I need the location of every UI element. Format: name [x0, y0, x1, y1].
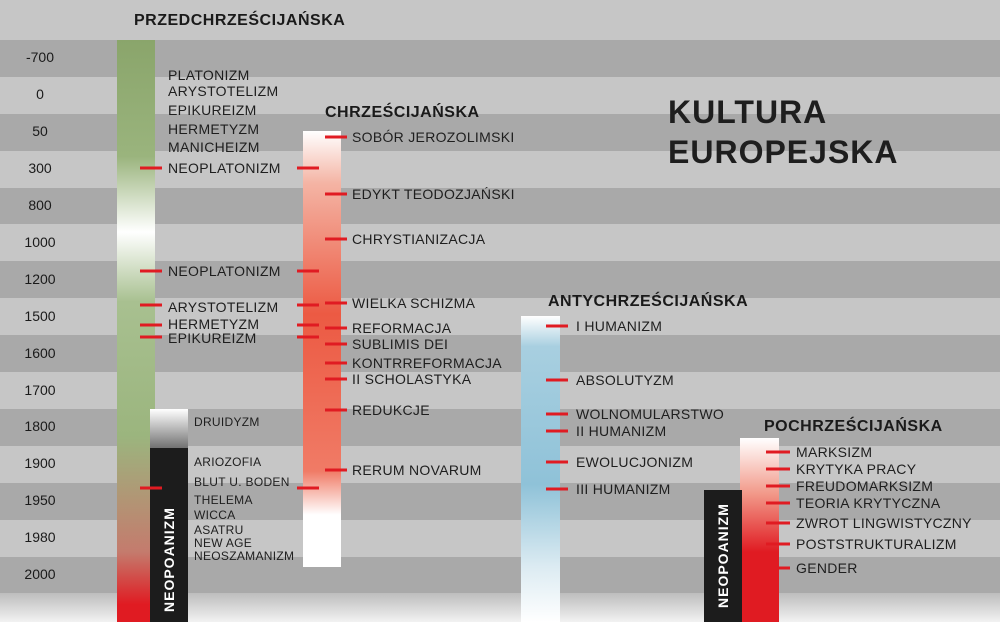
event-label: NEOPLATONIZM: [168, 160, 281, 176]
event-label: FREUDOMARKSIZM: [796, 478, 934, 494]
event-label: CHRYSTIANIZACJA: [352, 231, 486, 247]
event-label: HERMETYZM: [168, 121, 260, 137]
event-label: ZWROT LINGWISTYCZNY: [796, 515, 972, 531]
event-label: PLATONIZM: [168, 67, 250, 83]
event-label: DRUIDYZM: [194, 415, 260, 429]
event-label: ARYSTOTELIZM: [168, 83, 279, 99]
column-title-post: POCHRZEŚCIJAŃSKA: [764, 418, 943, 435]
event-label: MARKSIZM: [796, 444, 873, 460]
event-tick: [325, 469, 347, 472]
event-label: MANICHEIZM: [168, 139, 260, 155]
event-label: GENDER: [796, 560, 858, 576]
event-tick: [325, 302, 347, 305]
main-title-line-1: KULTURA: [668, 94, 828, 130]
year-label: 800: [28, 197, 52, 214]
event-label: POSTSTRUKTURALIZM: [796, 536, 957, 552]
event-label: THELEMA: [194, 493, 253, 507]
event-label: NEOSZAMANIZM: [194, 549, 295, 563]
year-label: -700: [25, 49, 55, 66]
column-title-anti: ANTYCHRZEŚCIJAŃSKA: [548, 293, 749, 310]
event-tick: [140, 270, 162, 273]
event-tick: [297, 167, 319, 170]
bar-neo1-grey: [150, 409, 188, 449]
event-label: WOLNOMULARSTWO: [576, 406, 725, 422]
event-tick: [325, 238, 347, 241]
event-tick: [140, 336, 162, 339]
event-tick: [297, 487, 319, 490]
event-tick: [546, 430, 568, 433]
event-tick: [546, 325, 568, 328]
year-label: 300: [28, 160, 52, 177]
event-tick: [546, 413, 568, 416]
event-label: II HUMANIZM: [576, 423, 667, 439]
event-label: WIELKA SCHIZMA: [352, 295, 476, 311]
year-label: 50: [32, 123, 48, 140]
bar-anti: [521, 316, 560, 622]
event-tick: [297, 324, 319, 327]
main-title: [668, 92, 899, 172]
year-label: 1980: [24, 529, 56, 546]
event-label: TEORIA KRYTYCZNA: [796, 495, 941, 511]
event-label: EWOLUCJONIZM: [576, 454, 694, 470]
event-tick: [766, 468, 790, 471]
event-tick: [140, 167, 162, 170]
event-tick: [766, 485, 790, 488]
year-label: 1500: [24, 307, 56, 324]
event-tick: [766, 502, 790, 505]
event-label: KONTRREFORMACJA: [352, 355, 502, 371]
event-label: I HUMANIZM: [576, 318, 663, 334]
event-label: ARYSTOTELIZM: [168, 299, 279, 315]
event-tick: [766, 567, 790, 570]
event-tick: [325, 193, 347, 196]
neopoganizm-label-1: NEOPOANIZM: [161, 507, 177, 612]
event-label: KRYTYKA PRACY: [796, 461, 917, 477]
event-label: NEW AGE: [194, 536, 253, 550]
event-tick: [297, 304, 319, 307]
year-label: 2000: [24, 566, 56, 583]
event-tick: [325, 343, 347, 346]
event-label: WICCA: [194, 508, 236, 522]
event-tick: [325, 378, 347, 381]
event-label: EPIKUREIZM: [168, 102, 257, 118]
event-label: REFORMACJA: [352, 320, 452, 336]
event-label: EPIKUREIZM: [168, 330, 257, 346]
year-label: 1000: [24, 233, 56, 250]
event-label: HERMETYZM: [168, 316, 260, 332]
year-label: 1800: [24, 418, 56, 435]
year-label: 1700: [24, 381, 56, 398]
year-label: 1950: [24, 492, 56, 509]
bar-christian: [303, 131, 341, 567]
event-label: III HUMANIZM: [576, 481, 671, 497]
main-title-line-2: EUROPEJSKA: [668, 134, 899, 170]
year-label: 1600: [24, 344, 56, 361]
event-tick: [546, 461, 568, 464]
event-tick: [140, 324, 162, 327]
event-tick: [325, 409, 347, 412]
year-label: 1900: [24, 455, 56, 472]
event-label: SUBLIMIS DEI: [352, 336, 449, 352]
column-title-pre: PRZEDCHRZEŚCIJAŃSKA: [134, 12, 346, 29]
event-tick: [546, 379, 568, 382]
event-tick: [297, 270, 319, 273]
event-label: ABSOLUTYZM: [576, 372, 674, 388]
event-label: SOBÓR JEROZOLIMSKI: [352, 129, 515, 145]
event-label: II SCHOLASTYKA: [352, 371, 472, 387]
year-label: 1200: [24, 270, 56, 287]
column-title-christian: CHRZEŚCIJAŃSKA: [325, 104, 480, 121]
event-tick: [325, 327, 347, 330]
event-tick: [140, 487, 162, 490]
event-tick: [766, 451, 790, 454]
event-tick: [766, 543, 790, 546]
event-tick: [546, 488, 568, 491]
event-label: ASATRU: [194, 523, 244, 537]
neopoganizm-label-2: NEOPOANIZM: [715, 503, 731, 608]
event-label: NEOPLATONIZM: [168, 263, 281, 279]
event-label: REDUKCJE: [352, 402, 430, 418]
event-tick: [325, 362, 347, 365]
event-label: BLUT U. BODEN: [194, 475, 290, 489]
event-tick: [325, 136, 347, 139]
event-tick: [297, 336, 319, 339]
event-label: EDYKT TEODOZJAŃSKI: [352, 186, 515, 202]
bar-post: [740, 438, 779, 622]
year-label: 0: [36, 86, 44, 103]
event-label: RERUM NOVARUM: [352, 462, 482, 478]
event-tick: [140, 304, 162, 307]
event-label: ARIOZOFIA: [194, 455, 262, 469]
event-tick: [766, 522, 790, 525]
